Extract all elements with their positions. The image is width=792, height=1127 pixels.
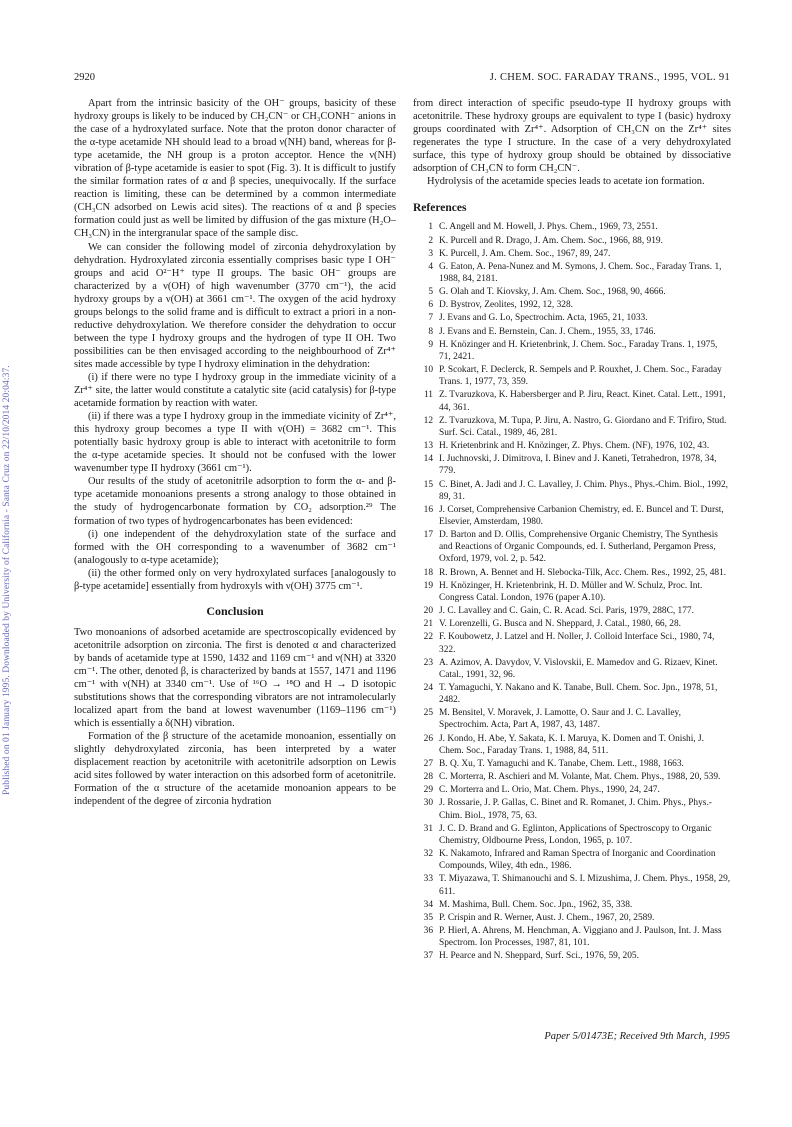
reference-item <box>413 248 731 260</box>
reference-number: 24 <box>423 683 433 693</box>
reference-item <box>413 631 731 655</box>
reference-text: V. Lorenzelli, G. Busca and N. Sheppard, J. Catal., 1980, 66, 28. <box>439 619 681 630</box>
reference-text: G. Eaton, A. Pena-Nunez and M. Symons, J. Chem. Soc., Faraday Trans. 1, 1988, 84, 2181. <box>439 261 722 284</box>
reference-item <box>413 326 731 338</box>
reference-number: 6 <box>428 300 433 311</box>
reference-text: R. Brown, A. Bennet and H. Slebocka-Tilk, Acc. Chem. Res., 1992, 25, 481. <box>439 567 727 578</box>
reference-item <box>413 823 731 847</box>
page-header <box>74 72 730 88</box>
body-paragraph: (ii) if there was a type I hydroxy group in the immediate vicinity of Zr⁴⁺, this hydroxy group becomes a type II with ν(OH) = 3682 cm⁻¹. This potentially basic hydroxy group is able to interact with acetonitrile to form the α-type acetamide species. It should not be confused with the lower wavenumber type II hydroxy (3661 cm⁻¹). <box>74 411 396 475</box>
reference-number: 9 <box>428 339 433 350</box>
body-paragraph: (i) if there were no type I hydroxy group in the immediate vicinity of a Zr⁴⁺ site, the latter would constitute a catalytic site (acid catalysis) for β-type acetamide formation by reaction with water. <box>74 371 396 410</box>
conclusion-heading: Conclusion <box>206 603 264 618</box>
reference-text: F. Koubowetz, J. Latzel and H. Noller, J. Colloid Interface Sci., 1980, 74, 322. <box>439 632 715 655</box>
reference-number: 18 <box>423 567 433 578</box>
reference-item <box>413 339 731 363</box>
reference-text: Z. Tvaruzkova, K. Habersberger and P. Jiru, React. Kinet. Catal. Lett., 1991, 44, 361. <box>439 390 726 413</box>
reference-item <box>413 950 731 962</box>
reference-text: H. Knözinger and H. Krietenbrink, J. Chem. Soc., Faraday Trans. 1, 1975, 71, 2421. <box>439 339 718 362</box>
reference-number: 10 <box>423 365 433 376</box>
paper-received-note: Paper 5/01473E; Received 9th March, 1995 <box>544 1031 730 1042</box>
reference-text: Z. Tvaruzkova, M. Tupa, P. Jiru, A. Nastro, G. Giordano and F. Trifiro, Stud. Surf. Sci. Catal., 1989, 46, 281. <box>439 415 727 438</box>
reference-item <box>413 389 731 413</box>
reference-item <box>413 235 731 247</box>
reference-number: 29 <box>423 785 433 796</box>
reference-number: 36 <box>423 925 433 936</box>
reference-text: D. Bystrov, Zeolites, 1992, 12, 328. <box>439 300 574 311</box>
reference-number: 8 <box>428 326 433 337</box>
reference-text: I. Juchnovski, J. Dimitrova, I. Binev and J. Kaneti, Tetrahedron, 1978, 34, 779. <box>439 454 717 477</box>
journal-citation: J. CHEM. SOC. FARADAY TRANS., 1995, VOL. 91 <box>489 72 730 83</box>
reference-number: 1 <box>428 222 433 233</box>
conclusion-paragraph: Two monoanions of adsorbed acetamide are spectroscopically evidenced by acetonitrile adsorption on zirconia. The first is denoted α and characterized by bands of acetamide type at 1590, 1432 and 1169 cm⁻¹ and ν(NH) at 3320 cm⁻¹. The other, denoted β, is characterized by bands at 1557, 1471 and 1196 cm⁻¹ with ν(NH) at 3340 cm⁻¹. Use of ¹⁶O → ¹⁸O and H → D isotopic substitutions shows that the corresponding vibrators are not intramolecularly localized apart from the band at lowest wavenumber (1169–1196 cm⁻¹) which is essentially a δ(NH) vibration. <box>74 626 396 730</box>
reference-number: 22 <box>423 632 433 643</box>
reference-item <box>413 618 731 630</box>
left-column <box>74 97 396 808</box>
reference-number: 12 <box>423 415 433 426</box>
reference-item <box>413 733 731 757</box>
reference-text: B. Q. Xu, T. Yamaguchi and K. Tanabe, Chem. Lett., 1988, 1663. <box>439 758 684 769</box>
reference-text: J. Evans and G. Lo, Spectrochim. Acta, 1965, 21, 1033. <box>439 313 648 324</box>
reference-item <box>413 925 731 949</box>
reference-text: C. Angell and M. Howell, J. Phys. Chem., 1969, 73, 2551. <box>439 222 658 233</box>
reference-number: 37 <box>423 951 433 962</box>
reference-item <box>413 912 731 924</box>
reference-text: H. Krietenbrink and H. Knözinger, Z. Phys. Chem. (NF), 1976, 102, 43. <box>439 441 710 452</box>
reference-item <box>413 771 731 783</box>
reference-text: T. Yamaguchi, Y. Nakano and K. Tanabe, Bull. Chem. Soc. Jpn., 1978, 51, 2482. <box>439 683 718 706</box>
reference-number: 19 <box>423 580 433 591</box>
reference-text: K. Nakamoto, Infrared and Raman Spectra of Inorganic and Coordination Compounds, Wiley, 4th edn., 1986. <box>439 849 716 872</box>
body-paragraph: (i) one independent of the dehydroxylation state of the surface and formed with the OH corresponding to a wavenumber of 3682 cm⁻¹ (analogously to α-type acetamide); <box>74 528 396 566</box>
reference-item <box>413 312 731 324</box>
reference-item <box>413 567 731 579</box>
reference-text: H. Pearce and N. Sheppard, Surf. Sci., 1976, 59, 205. <box>439 951 639 962</box>
page-number: 2920 <box>74 72 95 83</box>
reference-item <box>413 848 731 872</box>
reference-number: 13 <box>423 441 433 452</box>
reference-text: H. Knözinger, H. Krietenbrink, H. D. Müller and W. Schulz, Proc. Int. Congress Catal. London, 1976 (paper A.10). <box>439 580 703 603</box>
reference-text: A. Azimov, A. Davydov, V. Vislovskii, E. Mamedov and G. Rizaev, Kinet. Catal., 1991, 32, 96. <box>439 657 718 680</box>
reference-number: 16 <box>423 504 433 515</box>
reference-text: J. C. Lavalley and C. Gain, C. R. Acad. Sci. Paris, 1979, 288C, 177. <box>439 606 694 617</box>
reference-item <box>413 261 731 285</box>
reference-text: C. Morterra and L. Orio, Mat. Chem. Phys., 1990, 24, 247. <box>439 785 660 796</box>
reference-number: 35 <box>423 912 433 923</box>
reference-number: 5 <box>428 287 433 298</box>
reference-number: 2 <box>428 235 433 246</box>
reference-text: M. Mashima, Bull. Chem. Soc. Jpn., 1962, 35, 338. <box>439 899 633 910</box>
reference-text: P. Scokart, F. Declerck, R. Sempels and P. Rouxhet, J. Chem. Soc., Faraday Trans. 1, 1977, 73, 359. <box>439 365 722 388</box>
reference-item <box>413 784 731 796</box>
body-paragraph: Hydrolysis of the acetamide species leads to acetate ion formation. <box>427 176 705 188</box>
body-paragraph: from direct interaction of specific pseudo-type II hydroxy groups with acetonitrile. These hydroxy groups are equivalent to type I (basic) hydroxy groups coordinated with Zr⁴⁺. Adsorption of CH₃CN on the Zr⁴⁺ sites regenerates the type I structure. In the case of a very dehydroxylated surface, this type of hydroxy group should be obtained by dissociative adsorption of CH₃CN to form CH₂CN⁻. <box>413 98 731 175</box>
reference-text: C. Morterra, R. Aschieri and M. Volante, Mat. Chem. Phys., 1988, 20, 539. <box>439 772 721 783</box>
body-paragraph: (ii) the other formed only on very hydroxylated surfaces [analogously to β-type acetamide] essentially from hydroxyls with ν(OH) 3775 cm⁻¹. <box>74 567 396 592</box>
reference-number: 34 <box>423 899 433 910</box>
reference-item <box>413 299 731 311</box>
reference-text: P. Crispin and R. Werner, Aust. J. Chem., 1967, 20, 2589. <box>439 912 655 923</box>
reference-number: 7 <box>428 313 433 324</box>
reference-item <box>413 758 731 770</box>
reference-number: 32 <box>423 849 433 860</box>
reference-number: 17 <box>423 530 433 541</box>
reference-item <box>413 415 731 439</box>
reference-item <box>413 873 731 897</box>
reference-item <box>413 479 731 503</box>
reference-number: 31 <box>423 823 433 834</box>
reference-item <box>413 286 731 298</box>
reference-text: J. Evans and E. Bernstein, Can. J. Chem., 1955, 33, 1746. <box>439 326 656 337</box>
reference-number: 15 <box>423 479 433 490</box>
body-paragraph: We can consider the following model of zirconia dehydroxylation by dehydration. Hydroxylated zirconia essentially comprises basic type I OH⁻ groups and acid O²⁻H⁺ type II groups. The basic OH⁻ groups are characterized by a ν(OH) of high wavenumber (3770 cm⁻¹), the acid hydroxy groups by a ν(OH) at 3661 cm⁻¹. The oxygen of the acid hydroxy groups belongs to the solid frame and is difficult to extract a priori in a non-reductive dehydroxylation. We therefore consider the dehydration to occur between the type I hydroxy groups and the hydrogen of type II OH. Two possibilities can be then envisaged according to the neighbourhood of Zr⁴⁺ sites made accessible by type I hydroxy elimination in the dehydration: <box>74 241 396 370</box>
reference-item <box>413 707 731 731</box>
reference-number: 25 <box>423 708 433 719</box>
reference-number: 28 <box>423 772 433 783</box>
conclusion-paragraph: Formation of the β structure of the acetamide monoanion, essentially on slightly dehydroxylated zirconia, has been interpreted by a water displacement reaction by acetonitrile with acetonitrile adsorption on Lewis acid sites followed by water interaction on this adsorbed form of acetonitrile. Formation of the α structure of the acetamide monoanion appears to be independent of the degree of zirconia hydration <box>74 731 396 808</box>
reference-item <box>413 682 731 706</box>
reference-number: 21 <box>423 619 433 630</box>
reference-list <box>413 221 731 962</box>
reference-number: 11 <box>423 390 433 401</box>
reference-text: D. Barton and D. Ollis, Comprehensive Organic Chemistry, The Synthesis and Reactions of Organic Compounds, ed. I. Sutherland, Pergamon Press, Oxford, 1979, vol. 2, p. 542. <box>439 530 718 565</box>
reference-item <box>413 364 731 388</box>
reference-text: T. Miyazawa, T. Shimanouchi and S. I. Mizushima, J. Chem. Phys., 1958, 29, 611. <box>439 874 731 897</box>
reference-item <box>413 657 731 681</box>
reference-item <box>413 504 731 528</box>
right-column <box>413 97 731 963</box>
reference-number: 3 <box>428 248 433 259</box>
reference-text: J. C. D. Brand and G. Eglinton, Applications of Spectroscopy to Organic Chemistry, Oldbourne Press, London, 1965, p. 107. <box>439 823 712 846</box>
reference-text: P. Hierl, A. Ahrens, M. Henchman, A. Viggiano and J. Paulson, Int. J. Mass Spectrom. Ion Processes, 1987, 81, 101. <box>439 925 722 949</box>
reference-text: G. Olah and T. Kiovsky, J. Am. Chem. Soc., 1968, 90, 4666. <box>439 287 666 298</box>
reference-number: 20 <box>423 606 433 617</box>
reference-number: 26 <box>423 733 433 744</box>
reference-number: 14 <box>423 454 433 465</box>
reference-number: 30 <box>423 798 433 809</box>
reference-item <box>413 580 731 604</box>
reference-text: M. Bensitel, V. Moravek, J. Lamotte, O. Saur and J. C. Lavalley, Spectrochim. Acta, Part A, 1987, 43, 1487. <box>439 708 681 731</box>
reference-number: 23 <box>423 657 433 668</box>
reference-item <box>413 221 731 233</box>
reference-text: K. Purcell and R. Drago, J. Am. Chem. Soc., 1966, 88, 919. <box>439 235 663 246</box>
reference-text: J. Rossarie, J. P. Gallas, C. Binet and R. Romanet, J. Chim. Phys., Phys.-Chim. Biol., 1978, 75, 63. <box>439 798 712 821</box>
reference-item <box>413 797 731 821</box>
reference-item <box>413 453 731 477</box>
download-watermark: Published on 01 January 1995. Downloaded by University of California - Santa Cruz on 22/10/2014 20:04:37. <box>2 365 12 795</box>
body-paragraph: Apart from the intrinsic basicity of the OH⁻ groups, basicity of these hydroxy groups is likely to be induced by CH₂CN⁻ or CH₃CONH⁻ anions in the case of a hydroxylated surface. Note that the proton donor character of the α-type acetamide NH should lead to a broad ν(NH) band, whereas for β-type acetamide, the NH group is a proton acceptor. Hence the ν(NH) vibration of β-type acetamide is easier to spot (Fig. 3). It is difficult to justify the similar formation rates of α and β species, unequivocally. If the surface reaction is limiting, these can be determined by a common intermediate (CH₃CN adsorbed on Lewis acid sites). The reactions of α and β species formation could just as well be limited by diffusion of the gas mixture (H₂O–CH₃CN) in the intergranular space of the sample disc. <box>74 98 396 240</box>
reference-item <box>413 440 731 452</box>
reference-text: C. Binet, A. Jadi and J. C. Lavalley, J. Chim. Phys., Phys.-Chim. Biol., 1992, 89, 31. <box>439 479 728 502</box>
references-heading: References <box>413 202 467 215</box>
reference-item <box>413 605 731 617</box>
reference-item <box>413 899 731 911</box>
reference-number: 33 <box>423 874 433 885</box>
reference-number: 27 <box>423 758 433 769</box>
reference-text: J. Corset, Comprehensive Carbanion Chemistry, ed. E. Buncel and T. Durst, Elsevier, Amsterdam, 1980. <box>439 504 724 527</box>
reference-number: 4 <box>428 261 433 272</box>
body-paragraph: Our results of the study of acetonitrile adsorption to form the α- and β-type acetamide monoanions presents a strong analogy to those obtained in the study of hydrogencarbonate formation by CO₂ adsorption.²⁹ The formation of two types of hydrogencarbonates has been evidenced: <box>74 476 396 527</box>
reference-text: K. Purcell, J. Am. Chem. Soc., 1967, 89, 247. <box>439 248 611 259</box>
reference-item <box>413 529 731 565</box>
reference-text: J. Kondo, H. Abe, Y. Sakata, K. I. Maruya, K. Domen and T. Onishi, J. Chem. Soc., Faraday Trans. 1, 1988, 84, 511. <box>439 733 704 756</box>
